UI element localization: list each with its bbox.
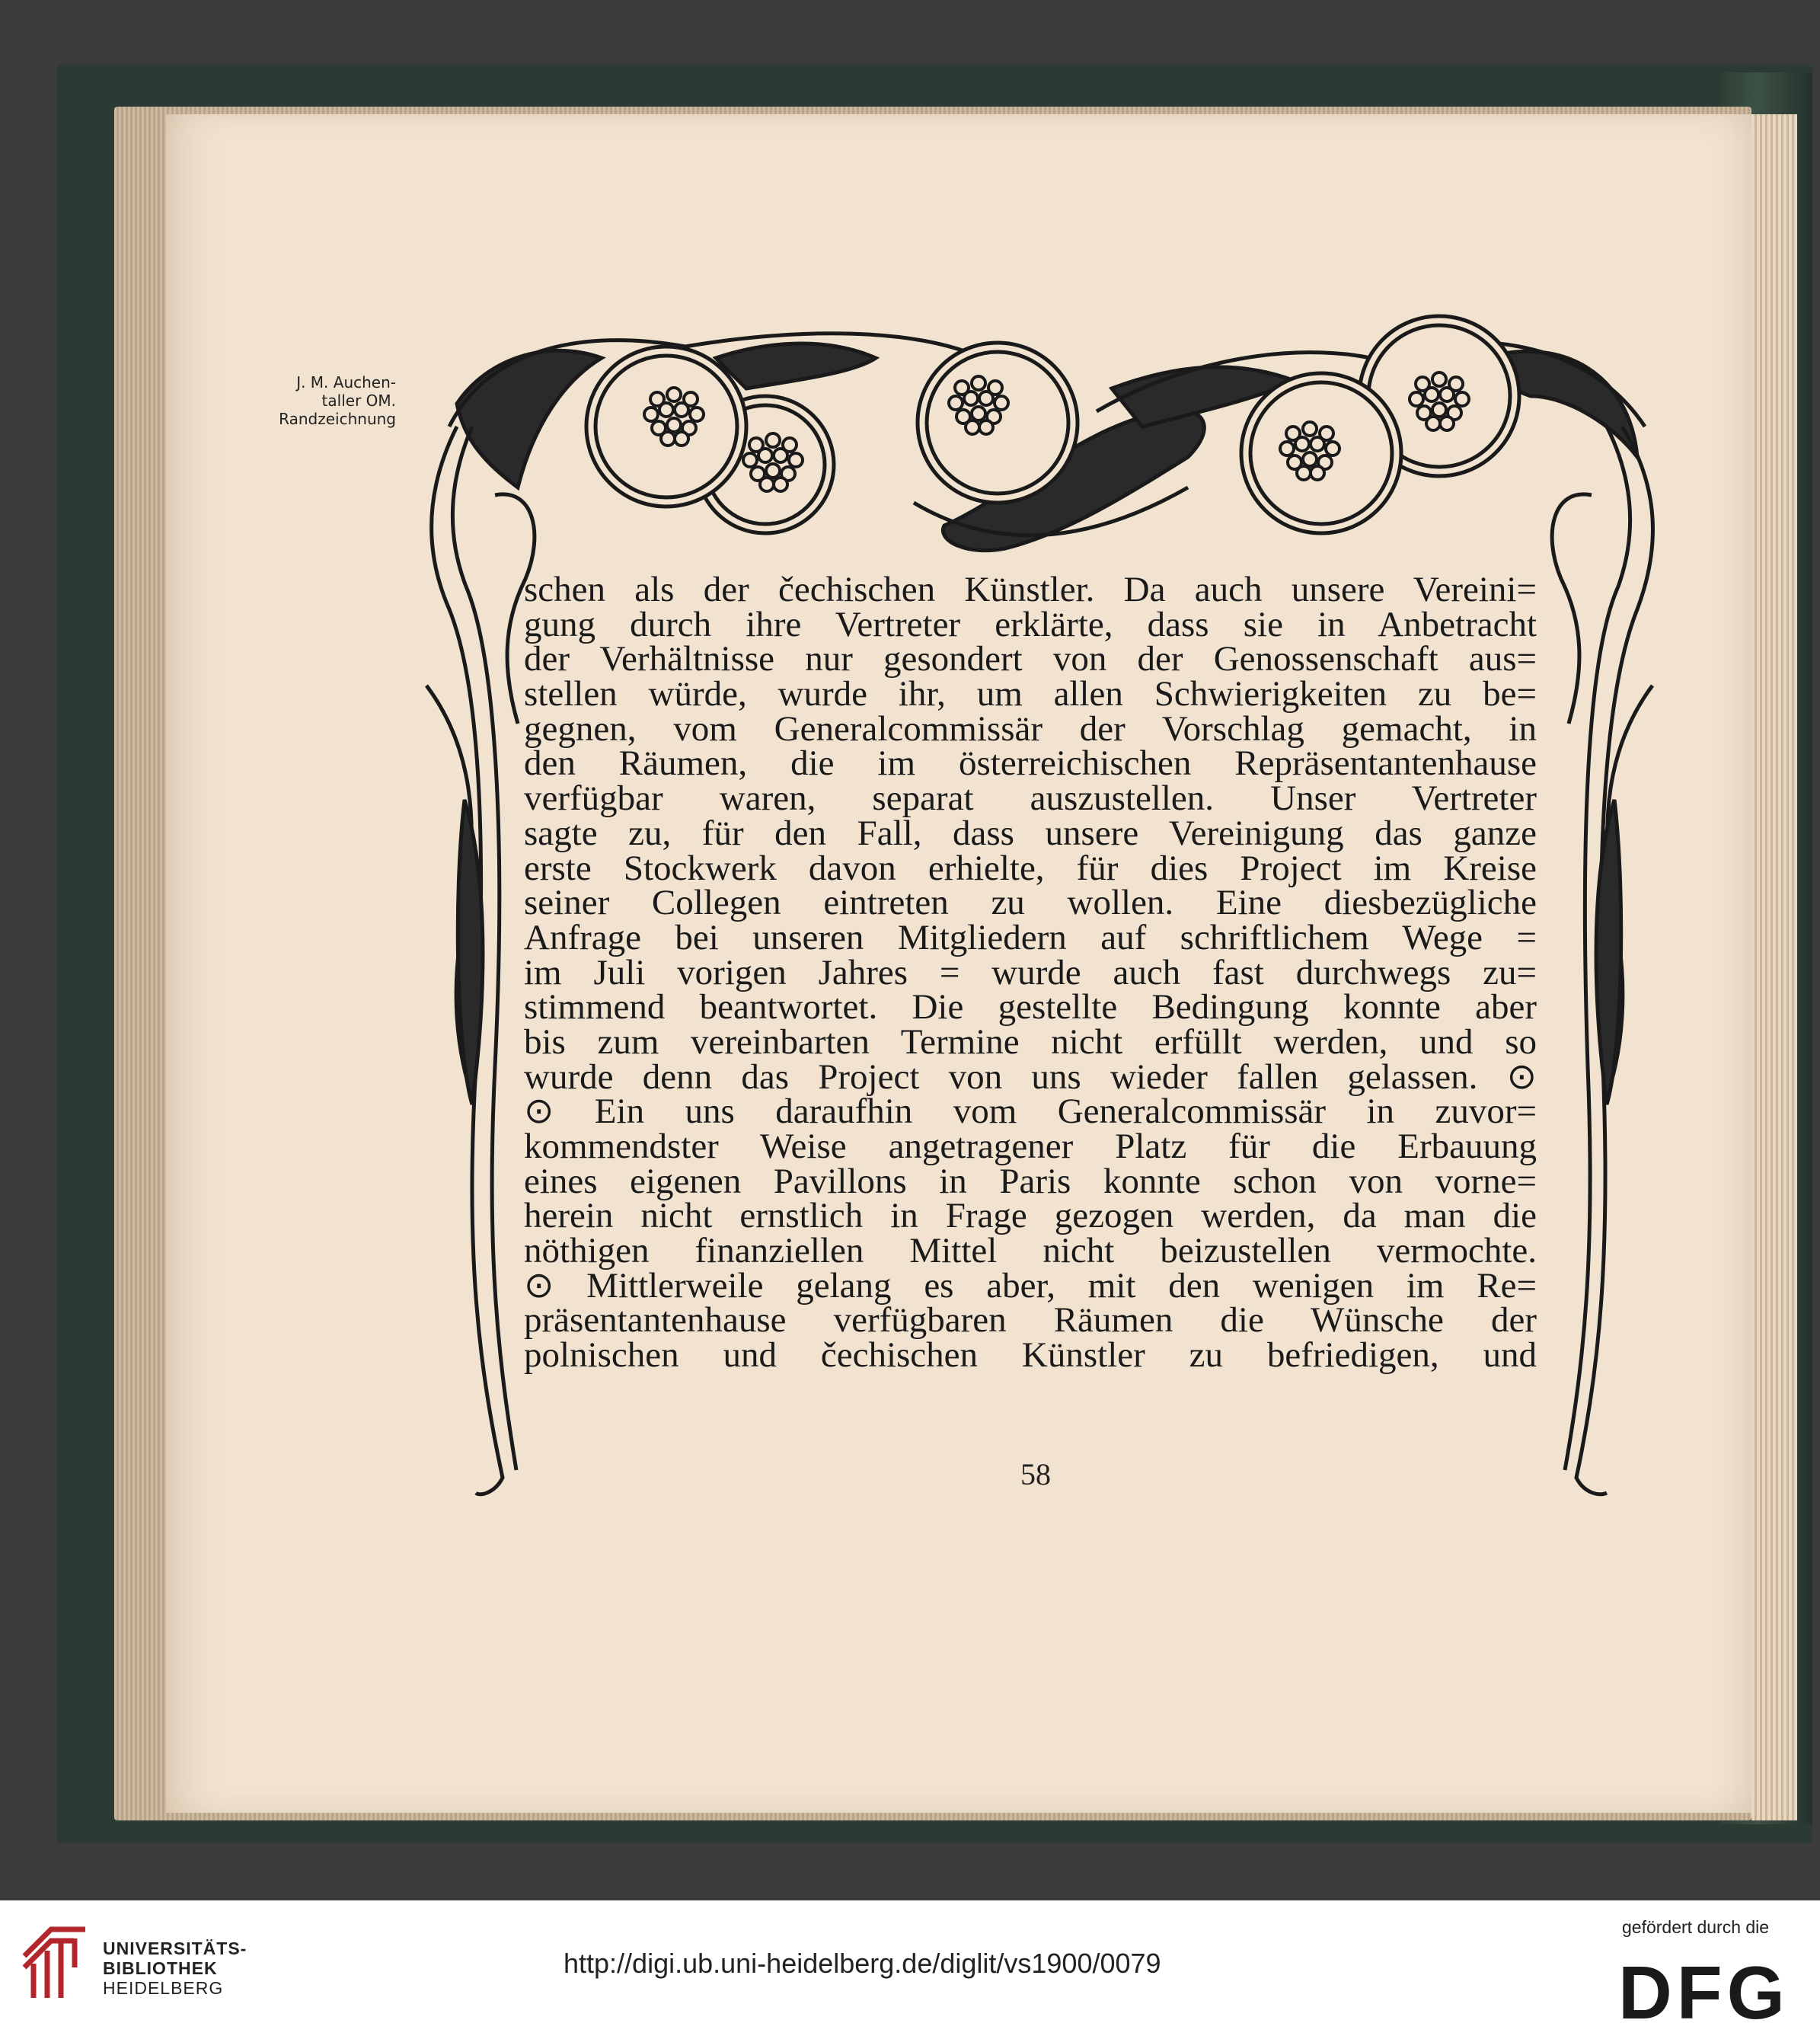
dfg-caption: gefördert durch die: [1622, 1917, 1770, 1937]
library-line: HEIDELBERG: [103, 1978, 224, 1998]
text-line: nöthigen finanziellen Mittel nicht beizustellen vermochte.: [524, 1231, 1537, 1271]
page-number: 58: [1020, 1457, 1051, 1491]
library-line: UNIVERSITÄTS-: [103, 1939, 247, 1958]
text-line: gung durch ihre Vertreter erklärte, dass sie in Anbetracht: [524, 604, 1537, 644]
text-line: Anfrage bei unseren Mitgliedern auf schriftlichem Wege =: [524, 917, 1537, 957]
text-line: sagte zu, für den Fall, dass unsere Vereinigung das ganze: [524, 813, 1537, 853]
footer-bar: [0, 1900, 1820, 2036]
text-line: stimmend beantwortet. Die gestellte Bedingung konnte aber: [524, 987, 1537, 1028]
text-line: kommendster Weise angetragener Platz für die Erbauung: [524, 1127, 1537, 1166]
text-line: schen als der čechischen Künstler. Da auch unsere Vereini=: [524, 570, 1537, 609]
text-line: herein nicht ernstlich in Frage gezogen werden, da man die: [524, 1196, 1537, 1236]
text-line: ⊙ Mittlerweile gelang es aber, mit den wenigen im Re=: [524, 1265, 1537, 1306]
text-line: wurde denn das Project von uns wieder fallen gelassen. ⊙: [524, 1056, 1537, 1097]
text-line: eines eigenen Pavillons in Paris konnte schon von vorne=: [524, 1161, 1537, 1201]
text-line: stellen würde, wurde ihr, um allen Schwierigkeiten zu be=: [524, 674, 1537, 714]
credit-line: Randzeichnung: [279, 410, 396, 428]
body-text: [524, 570, 1537, 1376]
dfg-logo[interactable]: DFG: [1618, 1951, 1790, 2034]
text-line: im Juli vorigen Jahres = wurde auch fast durchwegs zu=: [524, 952, 1537, 992]
text-line: gegnen, vom Generalcommissär der Vorschlag gemacht, in: [524, 708, 1537, 749]
text-line: erste Stockwerk davon erhielte, für dies Project im Kreise: [524, 848, 1537, 888]
credit-line: taller OM.: [321, 392, 396, 410]
university-library-name[interactable]: [103, 1939, 247, 1998]
text-line: ⊙ Ein uns daraufhin vom Generalcommissär in zuvor=: [524, 1092, 1537, 1132]
text-line: seiner Collegen eintreten zu wollen. Eine diesbezügliche: [524, 883, 1537, 923]
text-line: präsentantenhause verfügbaren Räumen die Wünsche der: [524, 1300, 1537, 1341]
text-line: der Verhältnisse nur gesondert von der Genossenschaft aus=: [524, 639, 1537, 679]
permalink-url[interactable]: http://digi.ub.uni-heidelberg.de/diglit/vs1900/0079: [564, 1948, 1161, 1979]
university-library-logo-icon[interactable]: [17, 1922, 93, 2006]
library-line: BIBLIOTHEK: [103, 1958, 218, 1978]
text-line: verfügbar waren, separat auszustellen. Unser Vertreter: [524, 778, 1537, 819]
text-line: den Räumen, die im österreichischen Repräsentantenhause: [524, 743, 1537, 784]
text-line: polnischen und čechischen Künstler zu befriedigen, und: [524, 1335, 1537, 1376]
text-line: bis zum vereinbarten Termine nicht erfüllt werden, und so: [524, 1021, 1537, 1062]
credit-line: J. M. Auchen-: [296, 373, 396, 392]
